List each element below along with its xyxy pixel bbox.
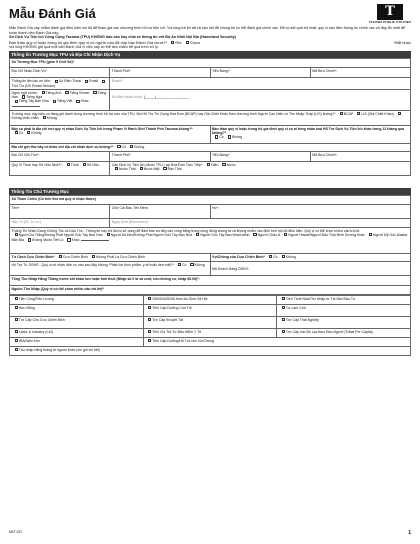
util-electric-checkbox[interactable] xyxy=(207,163,210,166)
prior-no-checkbox[interactable] xyxy=(43,116,46,119)
src-wages[interactable]: Tiền Công/Tiền Lương xyxy=(10,295,144,304)
src-pension[interactable]: Hưu Bổng xyxy=(10,304,144,316)
race-other-checkbox[interactable] xyxy=(67,238,70,241)
src-veteran-checkbox[interactable] xyxy=(15,318,18,321)
dshs-yes-checkbox[interactable] xyxy=(178,263,181,266)
consent-yes-label: Rồi xyxy=(175,39,182,45)
required-note: *Bắt buộc xyxy=(393,39,411,45)
intro-text: Mẫu Đánh Giá này nhằm đánh giá điều kiện hội đủ để tham gia các chương trình hỗ trợ tiện ích. Vui lòng trả lời tất cả câu hỏi để chúng tôi có thể đánh giá chính xác. Để có kết quả tốt nhất, quý vị cần điền thông tin chính xác và đầy đủ nhất để hoàn thành bản Đánh Giá này. xyxy=(9,26,405,35)
src-wages-checkbox[interactable] xyxy=(15,297,18,300)
prior-unsure-checkbox[interactable] xyxy=(398,112,401,115)
reference-number-field[interactable]: Số Tham Chiếu (Có trên thư mà quý vị nhận được) xyxy=(10,195,411,204)
in-city-no-checkbox[interactable] xyxy=(27,131,30,134)
middle-initial-field[interactable]: Chữ Cái Đầu Tên Đệm: xyxy=(110,204,210,218)
util-wastewater-checkbox[interactable] xyxy=(115,167,118,170)
language-row: Ngôn ngữ chính: Tiếng Anh Tiếng Khmer Tiếng Hàn Tiếng Nga Tiếng Tây Ban Nha Tiếng Việt Khác xyxy=(10,89,110,110)
src-other[interactable]: Thu nhập hằng tháng từ nguồn khác (xin ghi chi tiết) xyxy=(10,346,411,355)
rent-checkbox[interactable] xyxy=(67,163,70,166)
src-disability-checkbox[interactable] xyxy=(148,318,151,321)
spouse-no-checkbox[interactable] xyxy=(282,255,285,258)
src-ira-checkbox[interactable] xyxy=(15,339,18,342)
src-tribal-checkbox[interactable] xyxy=(282,330,285,333)
state-field[interactable]: Tiểu Bang*: xyxy=(210,68,310,78)
city-field[interactable]: Thành Phố*: xyxy=(110,68,210,78)
race-ethnicity-row: Thông Tin Nhận Dạng Chủng Tộc và Dân Tộc - Thông tin này chỉ được sử dụng để đảm bảo sự tiếp cận công bằng trong cộng đồng chúng ta và không nhằm xác định tính hội đủ điều kiện. Quý vị có thể chọn nhiều câu trả lời. Người Da Trắng/Không Phải Người Gốc Tây Ban Nha Người Da Đen/Không Phải Người Gốc Tây Ban Nha Người Gốc Tây Ban Nha/Latinh Người Châu Á Người Hawaii/Người Đảo Thái Bình Dương Khác Người Mỹ Gốc Alaska Bản Địa Không Muốn Tiết Lộ Khác xyxy=(10,227,411,253)
consent-question: Bạn thân quý vị hoặc trong hộ gia đình quý vị có người nào đã nộp bản Đánh Giá chưa?* xyxy=(9,39,168,45)
src-rental-checkbox[interactable] xyxy=(282,297,285,300)
email-field[interactable]: Email*: xyxy=(110,78,411,89)
src-li-checkbox[interactable] xyxy=(15,330,18,333)
page-number: 1 xyxy=(408,530,411,536)
lang-russian-checkbox[interactable] xyxy=(22,95,25,98)
src-disability[interactable]: Trợ Cấp Khuyết Tật xyxy=(143,316,277,328)
src-spousal[interactable]: Tiền Cấp Dưỡng/Hỗ Trợ cho Vợ/Chồng xyxy=(143,337,410,346)
in-city-yes-checkbox[interactable] xyxy=(15,131,18,134)
suffix-field[interactable]: Hậu Tố (Sr, Jr, v.v.): xyxy=(10,218,110,227)
src-self-employed-checkbox[interactable] xyxy=(282,306,285,309)
dshs-no-checkbox[interactable] xyxy=(190,263,193,266)
src-self-employed[interactable]: Tự Làm Chủ xyxy=(277,304,411,316)
src-veteran[interactable]: Trợ Cấp Cho Cựu Chiến Binh xyxy=(10,316,144,328)
prior-program-row: Trường mục này hiện có đang ghi danh trong chương trình hỗ trợ nào của TPU, Bồi Hỗ Trợ Tín Dụng Hóa Đơn (BCAP) hay Giá Chiết Khấu theo chương trình Người Cao Niên có Thu Nhập Thấp (LIS) không?* BCAP LIS (Giá Chiết Khấu) Không chắc chắn Không xyxy=(10,110,411,125)
src-unemployment[interactable]: Trợ Cấp Thất Nghiệp xyxy=(277,316,411,328)
dshs-id-field[interactable]: Mã Khách Hàng DSHS: xyxy=(210,261,411,275)
intro-note: Vui lòng KHÔNG gửi quá một bản Đánh Giá vì việc này có thể làm chậm trễ quá trình xử lý. xyxy=(9,44,159,49)
src-rental[interactable]: Tiền Thuê Nhà/Thu Nhập từ Tài Sản Đầu Tư xyxy=(277,295,411,304)
util-water-checkbox[interactable] xyxy=(222,163,225,166)
zip-field[interactable]: Mã Bưu Chính*: xyxy=(310,68,410,78)
race-white-checkbox[interactable] xyxy=(15,233,18,236)
src-other-checkbox[interactable] xyxy=(15,348,18,351)
other-assist-yes-checkbox[interactable] xyxy=(215,135,218,138)
race-asian-checkbox[interactable] xyxy=(253,233,256,236)
first-name-field[interactable]: Tên*: xyxy=(10,204,110,218)
other-assist-no-checkbox[interactable] xyxy=(228,135,231,138)
contact-pref-row: Thông tin liên lạc ưu tiên: Số Điện Thoại Email Thư Tín (US Postal Service) xyxy=(10,78,110,89)
race-hispanic-checkbox[interactable] xyxy=(196,233,199,236)
spouse-yes-checkbox[interactable] xyxy=(269,255,272,258)
dob-field[interactable]: Ngày Sinh (tt/nn/nnnn)*: xyxy=(110,218,411,227)
race-other-input[interactable] xyxy=(81,237,109,241)
src-child-support-checkbox[interactable] xyxy=(148,306,151,309)
phone-field[interactable]: Số điện thoại chính: (_____)_________________ xyxy=(110,89,411,110)
src-ssi[interactable]: SSI/SSA/SSDI theo An Sinh Xã Hội xyxy=(143,295,277,304)
lang-english-checkbox[interactable] xyxy=(42,91,45,94)
prior-lis-checkbox[interactable] xyxy=(357,112,360,115)
mailing-address-field[interactable]: Địa Chỉ Gửi Thư*: xyxy=(10,151,110,161)
consent-no-label: Chưa xyxy=(189,39,200,45)
src-child-support[interactable]: Tiền Cấp Dưỡng Con Trẻ xyxy=(143,304,277,316)
last-name-field[interactable]: Họ*: xyxy=(210,204,411,218)
src-insurance[interactable]: Tiền Chi Trả Từ Bảo Hiểm Y Tế xyxy=(143,328,277,337)
tacoma-logo xyxy=(367,4,413,24)
race-native-checkbox[interactable] xyxy=(369,233,372,236)
service-address-field[interactable]: Địa Chỉ Nhận Dịch Vụ* xyxy=(10,68,110,78)
mail-zip-field[interactable]: Mã Bưu Chính*: xyxy=(310,151,410,161)
consent-yes-checkbox[interactable] xyxy=(171,41,174,44)
dshs-row: Hộ Trợ Từ DSHS - Quý vị có nhận dịch vụ nào sau đây không: Phiếu lợi thực phẩm, y tế hoặc tiền mặt?* Có Không xyxy=(10,261,211,275)
logo-caption: TACOMA PUBLIC UTILITIES xyxy=(368,20,412,24)
page-title: Mẫu Đánh Giá xyxy=(9,6,96,21)
veteran-no-checkbox[interactable] xyxy=(92,255,95,258)
lang-spanish-checkbox[interactable] xyxy=(15,100,18,103)
utilities-row: Các Dịch Vụ Tiện Ích (được TPU ) áp Hóa Đơn Trực Tiếp*: Điện Nước Nước Thải Nước Mặt Rác Thải xyxy=(110,161,411,175)
header xyxy=(9,4,411,26)
in-city-row: Đây có phải là địa chỉ nơi quý vị nhận Dịch Vụ Tiện Ích trong Phạm Vi Ranh Giới Thành Phố Tacoma không?* Có Không xyxy=(10,125,211,143)
src-ssi-checkbox[interactable] xyxy=(148,297,151,300)
diff-mail-yes-checkbox[interactable] xyxy=(117,145,120,148)
src-pension-checkbox[interactable] xyxy=(15,306,18,309)
src-li[interactable]: Labor & Industry (L&I) xyxy=(10,328,144,337)
veteran-row: Tư Cách Cựu Chiến Binh* Cựu Chiến Binh Không Phải Là Cựu Chiến Binh xyxy=(10,253,211,261)
race-black-checkbox[interactable] xyxy=(107,233,110,236)
src-insurance-checkbox[interactable] xyxy=(148,330,151,333)
consent-no-checkbox[interactable] xyxy=(186,41,189,44)
income-sources-header: Nguồn Thu Nhập (Quý vị có thể chọn nhiều câu trả lời)* xyxy=(10,285,411,294)
lang-khmer-checkbox[interactable] xyxy=(65,91,68,94)
race-pacific-checkbox[interactable] xyxy=(284,233,287,236)
intro-privacy: Sở Dịch Vụ Tiện Ích Công Cộng Tacoma (TPU) KHÔNG bảo cáo hay chia sẻ thông tin với Bộ An Ninh Nội Địa (Homeland Security) xyxy=(9,35,236,40)
income-sources-table xyxy=(9,295,411,356)
footer xyxy=(9,530,411,536)
race-decline-checkbox[interactable] xyxy=(28,238,31,241)
veteran-yes-checkbox[interactable] xyxy=(59,255,62,258)
lang-other-input[interactable] xyxy=(12,103,40,107)
src-spousal-checkbox[interactable] xyxy=(148,339,151,342)
section-service-info: Thông tin Trương Mục TPU và Địa Chỉ Nhận Dịch Vụ xyxy=(9,51,411,58)
account-holder-table xyxy=(9,195,411,295)
lang-vietnamese-checkbox[interactable] xyxy=(53,100,56,103)
src-tribal[interactable]: Trợ Cấp cho Bộ Lạc theo Đầu Người (Tribal Per Capita) xyxy=(277,328,411,337)
contact-email-checkbox[interactable] xyxy=(85,80,88,83)
util-trash-checkbox[interactable] xyxy=(163,167,166,170)
diff-mail-row: Địa chỉ gửi thư này có khác với địa chỉ nhận dịch vụ không?* Có Không xyxy=(10,143,411,151)
other-assist-row: Bản thân quý vị hoặc trong hộ gia đình quý vị có ai từng nhận loại Hỗ Trợ Dịch Vụ Tiện Ích khác trong 12 tháng qua không?* Có Không xyxy=(210,125,411,143)
owner-row: Quý Vị Thuê hay Sở Hữu Nhà?*: Thuê Sở Hữu xyxy=(10,161,110,175)
lang-korean-checkbox[interactable] xyxy=(93,91,96,94)
account-number-field[interactable]: Số Trương Mục TPU (gồm 9 Chữ Số)* xyxy=(10,59,411,68)
income-field[interactable]: Tổng Thu Nhập Hằng Tháng trước khi khấu lưu hoặc tính thuế (Nhập số 0 là và cent, nếu không có, nhập $0.00)*: xyxy=(10,275,411,285)
src-unemployment-checkbox[interactable] xyxy=(282,318,285,321)
src-ira[interactable]: IRA/Niên Kim xyxy=(10,337,144,346)
form-code: MKT-023 xyxy=(9,530,22,534)
section-account-holder: Thông Tin Chủ Trương Mục xyxy=(9,188,411,195)
logo-mark: T xyxy=(377,4,403,20)
service-info-table xyxy=(9,58,411,175)
lang-other-checkbox[interactable] xyxy=(76,100,79,103)
spouse-row: Vợ/Chồng của Cựu Chiến Binh* Có Không xyxy=(210,253,411,261)
contact-phone-checkbox[interactable] xyxy=(55,80,58,83)
contact-mail-checkbox[interactable] xyxy=(102,80,105,83)
mail-city-field[interactable]: Thành Phố*: xyxy=(110,151,210,161)
util-stormwater-checkbox[interactable] xyxy=(140,167,143,170)
diff-mail-no-checkbox[interactable] xyxy=(130,145,133,148)
mail-state-field[interactable]: Tiểu Bang*: xyxy=(210,151,310,161)
own-checkbox[interactable] xyxy=(83,163,86,166)
prior-bcap-checkbox[interactable] xyxy=(340,112,343,115)
